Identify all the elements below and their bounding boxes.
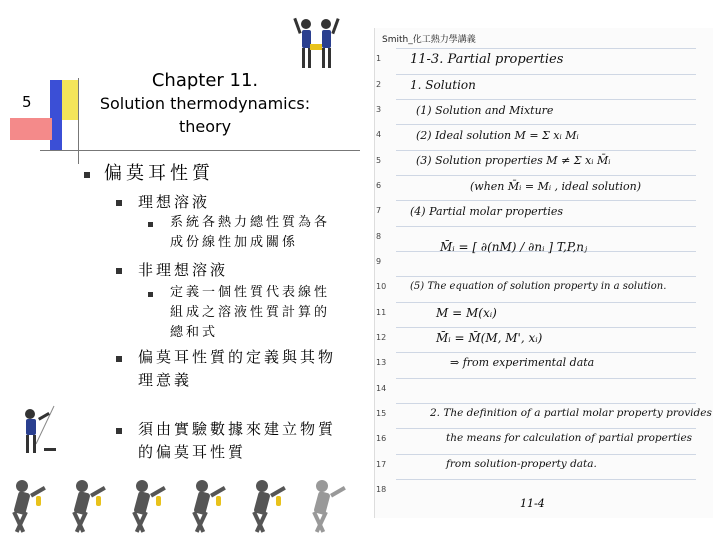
notes-rule (396, 428, 696, 429)
line-number: 15 (376, 409, 387, 418)
bullet-marker (116, 428, 122, 434)
line-number: 16 (376, 434, 387, 443)
line-number: 18 (376, 485, 387, 494)
nonideal-desc-line-2: 組成之溶液性質計算的 (170, 305, 331, 320)
ideal-desc-line-1: 系統各熱力總性質為各 (170, 215, 331, 230)
notes-rule (396, 454, 696, 455)
note-solution-properties: (3) Solution properties M ≠ Σ xᵢ M̄ᵢ (416, 154, 611, 167)
notes-rule (396, 403, 696, 404)
line-number: 13 (376, 358, 387, 367)
line-number: 9 (376, 257, 382, 266)
line-number: 2 (376, 80, 382, 89)
notes-header: Smith_化工熱力學講義 (382, 35, 476, 45)
decorative-vertical-line (78, 78, 79, 164)
nonideal-desc-line-3: 總和式 (170, 325, 219, 340)
notes-page-number: 11-4 (520, 497, 545, 510)
line-number: 8 (376, 232, 382, 241)
line-number: 17 (376, 460, 387, 469)
note-partial-molar: (4) Partial molar properties (410, 205, 564, 218)
note-ideal-condition: (when M̄ᵢ = Mᵢ , ideal solution) (470, 180, 641, 193)
slide-title-line-1: Chapter 11. (151, 70, 259, 91)
line-number: 4 (376, 130, 382, 139)
note-means: the means for calculation of partial properties (446, 432, 693, 444)
slide-title-line-2: Solution thermodynamics: (99, 94, 311, 113)
slide-number: 5 (22, 93, 32, 111)
line-number: 5 (376, 156, 382, 165)
notes-rule (396, 74, 696, 75)
handwritten-notes-panel (374, 28, 713, 518)
note-definition: 2. The definition of a partial molar property provides (430, 407, 712, 419)
note-m-equation: M = M(xᵢ) (436, 306, 497, 320)
line-number: 1 (376, 54, 382, 63)
note-equation-of-property: (5) The equation of solution property in a solution. (410, 281, 667, 292)
slide-title-line-3: theory (178, 117, 232, 136)
note-experimental-data: ⇒ from experimental data (450, 356, 595, 369)
bullet-marker (116, 200, 122, 206)
note-solution-mixture: (1) Solution and Mixture (416, 104, 554, 117)
notes-rule (396, 175, 696, 176)
notes-rule (396, 226, 696, 227)
line-number: 10 (376, 282, 387, 291)
line-number: 3 (376, 105, 382, 114)
decorative-horizontal-line (40, 150, 360, 151)
notes-rule (396, 479, 696, 480)
bullet-marker (116, 268, 122, 274)
bullet-marker (84, 172, 90, 178)
notes-rule (396, 352, 696, 353)
line-number: 7 (376, 206, 382, 215)
climbing-figure-icon (14, 404, 60, 464)
line-number: 14 (376, 384, 387, 393)
notes-rule (396, 378, 696, 379)
notes-rule (396, 48, 696, 49)
item-experiment-line-2: 的偏莫耳性質 (138, 443, 247, 461)
nonideal-desc-line-1: 定義一個性質代表線性 (170, 285, 331, 300)
note-solution: 1. Solution (410, 78, 476, 92)
decorative-red-bar (10, 118, 52, 140)
notes-rule (396, 276, 696, 277)
line-number: 11 (376, 308, 387, 317)
bullet-marker (148, 222, 153, 227)
figures-cheering-icon (292, 16, 342, 78)
heading-partial-molar: 偏莫耳性質 (104, 163, 214, 184)
notes-rule (396, 150, 696, 151)
bullet-marker (148, 292, 153, 297)
note-section-title: 11-3. Partial properties (410, 52, 564, 67)
ideal-desc-line-2: 成份線性加成關係 (170, 235, 299, 250)
item-definition-line-2: 理意義 (138, 371, 193, 389)
note-partial-molar-equation: M̄ᵢ = [ ∂(nM) / ∂nᵢ ] T,P,nⱼ (440, 240, 588, 254)
item-experiment-line-1: 須由實驗數據來建立物質 (138, 420, 337, 438)
decorative-yellow-bar (62, 80, 78, 120)
notes-rule (396, 124, 696, 125)
note-solution-data: from solution-property data. (446, 458, 597, 470)
running-figures-icon (0, 474, 372, 540)
item-nonideal-solution: 非理想溶液 (138, 261, 229, 279)
item-ideal-solution: 理想溶液 (138, 193, 211, 211)
item-definition-line-1: 偏莫耳性質的定義與其物 (138, 348, 337, 366)
line-number: 6 (376, 181, 382, 190)
notes-rule (396, 99, 696, 100)
note-ideal-solution: (2) Ideal solution M = Σ xᵢ Mᵢ (416, 129, 579, 142)
note-mbar-equation: M̄ᵢ = M̄(M, M', xᵢ) (436, 331, 543, 345)
notes-rule (396, 200, 696, 201)
notes-rule (396, 302, 696, 303)
line-number: 12 (376, 333, 387, 342)
notes-rule (396, 327, 696, 328)
bullet-marker (116, 356, 122, 362)
